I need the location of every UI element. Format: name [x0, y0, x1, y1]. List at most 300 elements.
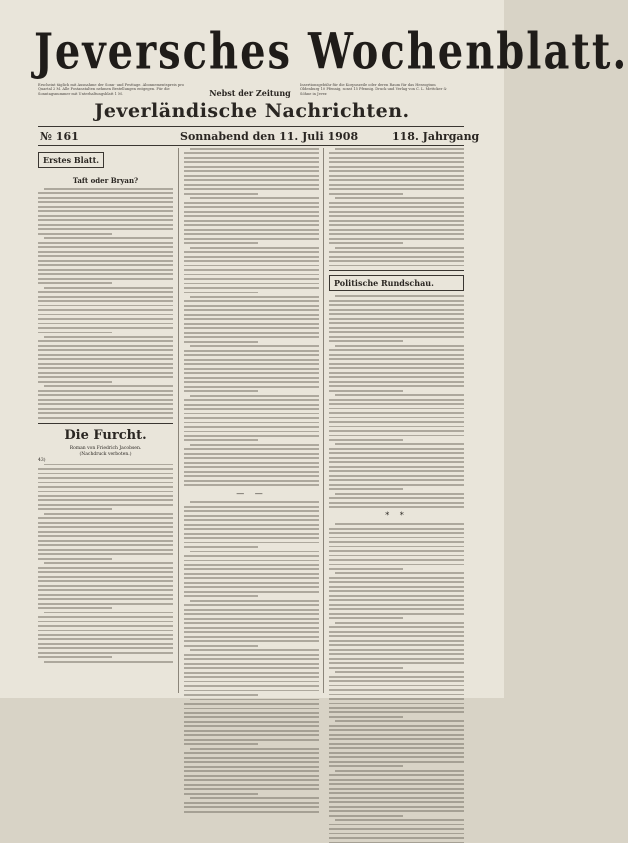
text-line: [38, 246, 173, 248]
text-line: [38, 376, 173, 378]
text-line: [329, 349, 464, 351]
text-line: [329, 461, 464, 463]
text-line: [329, 229, 464, 231]
text-line: [38, 314, 173, 316]
text-line: [329, 559, 464, 561]
text-line: [329, 555, 464, 557]
text-line: [38, 656, 112, 658]
text-line: [184, 645, 258, 647]
text-line: [329, 403, 464, 405]
text-line: [329, 439, 403, 441]
column-separator: [323, 148, 324, 693]
text-line: [184, 694, 258, 696]
text-line: [38, 242, 173, 244]
text-line: [184, 528, 319, 530]
text-line: [38, 192, 173, 194]
text-line: [184, 537, 319, 539]
text-line: [184, 206, 319, 208]
text-line: [184, 761, 319, 763]
text-line: [329, 649, 464, 651]
text-line: [184, 448, 319, 450]
text-line: [329, 157, 464, 159]
text-line: [329, 729, 464, 731]
text-line: [184, 734, 319, 736]
text-line: [38, 354, 173, 356]
text-line: [38, 390, 173, 392]
column-1: [38, 148, 173, 698]
divider: [38, 423, 173, 424]
text-line: [38, 630, 173, 632]
text-line: [38, 486, 173, 488]
text-line: [335, 443, 464, 445]
text-line: [329, 170, 464, 172]
text-line: [184, 721, 319, 723]
text-line: [329, 644, 464, 646]
text-line: [38, 269, 173, 271]
text-line: [184, 305, 319, 307]
text-line: [329, 626, 464, 628]
text-line: [184, 314, 319, 316]
text-line: [38, 540, 173, 542]
text-line: [184, 471, 319, 473]
text-line: [184, 743, 258, 745]
text-line: [184, 390, 258, 392]
text-line: [329, 806, 464, 808]
text-line: [329, 202, 464, 204]
text-line: [38, 403, 173, 405]
text-line: [329, 484, 464, 486]
text-line: [329, 640, 464, 642]
text-line: [184, 422, 319, 424]
text-line: [329, 568, 403, 570]
text-line: [329, 550, 464, 552]
text-line: [38, 228, 173, 230]
text-line: [184, 811, 319, 813]
text-line: [329, 828, 464, 830]
text-line: [38, 273, 173, 275]
text-line: [329, 175, 464, 177]
text-line: [329, 788, 464, 790]
section-box-politische-rundschau: Politische Rundschau.: [329, 275, 464, 291]
text-line: [184, 730, 319, 732]
text-line: [38, 340, 173, 342]
text-line: [190, 345, 319, 347]
article-body: [38, 188, 173, 419]
text-line: [329, 756, 464, 758]
text-line: [184, 377, 319, 379]
text-line: [38, 594, 173, 596]
text-line: [329, 152, 464, 154]
text-line: [44, 562, 173, 564]
text-line: [184, 542, 319, 544]
text-line: [184, 757, 319, 759]
dinkus: — —: [236, 489, 267, 499]
text-line: [329, 734, 464, 736]
text-line: [38, 291, 173, 293]
text-line: [38, 372, 173, 374]
text-line: [190, 699, 319, 701]
text-line: [38, 327, 173, 329]
text-line: [184, 157, 319, 159]
text-line: [184, 618, 319, 620]
text-line: [38, 363, 173, 365]
text-line: [329, 743, 464, 745]
text-line: [184, 220, 319, 222]
text-line: [329, 242, 403, 244]
text-line: [184, 712, 319, 714]
text-line: [184, 354, 319, 356]
text-line: [184, 341, 258, 343]
text-line: [335, 720, 464, 722]
text-line: [38, 625, 173, 627]
text-line: [184, 604, 319, 606]
text-line: [329, 779, 464, 781]
text-line: [329, 761, 464, 763]
text-line: [329, 595, 464, 597]
text-line: [38, 549, 173, 551]
dinkus: * *: [385, 511, 408, 521]
text-line: [184, 770, 319, 772]
text-line: [190, 797, 319, 799]
article-body: [329, 523, 464, 843]
text-line: [329, 327, 464, 329]
text-line: [329, 617, 403, 619]
column-2: [184, 148, 319, 698]
article-body: [184, 148, 319, 486]
text-line: [184, 211, 319, 213]
text-line: [38, 580, 173, 582]
text-line: [329, 502, 464, 504]
text-line: [184, 327, 319, 329]
text-line: [38, 477, 173, 479]
text-line: [184, 475, 319, 477]
text-line: [38, 585, 173, 587]
text-line: [184, 256, 319, 258]
text-line: [190, 551, 319, 553]
text-line: [184, 215, 319, 217]
text-line: [184, 457, 319, 459]
text-line: [38, 345, 173, 347]
text-line: [38, 381, 112, 383]
text-line: [38, 603, 173, 605]
text-line: [38, 589, 173, 591]
text-line: [184, 640, 319, 642]
text-line: [184, 166, 319, 168]
text-line: [184, 739, 319, 741]
text-line: [38, 224, 173, 226]
text-line: [38, 309, 173, 311]
text-line: [184, 350, 319, 352]
column-separator: [178, 148, 179, 693]
text-line: [38, 215, 173, 217]
text-line: [329, 448, 464, 450]
text-line: [184, 577, 319, 579]
text-line: [329, 260, 464, 262]
text-line: [335, 148, 464, 150]
article-body: [329, 148, 464, 266]
text-line: [38, 210, 173, 212]
text-line: [184, 193, 258, 195]
serial-author: Roman von Friedrich Jacobsen.: [69, 445, 142, 451]
text-line: [329, 590, 464, 592]
text-line: [329, 358, 464, 360]
text-line: [329, 703, 464, 705]
text-line: [184, 332, 319, 334]
text-line: [38, 358, 173, 360]
text-line: [184, 573, 319, 575]
text-line: [329, 340, 403, 342]
text-line: [329, 381, 464, 383]
text-line: [184, 609, 319, 611]
text-line: [38, 531, 173, 533]
text-line: [329, 193, 403, 195]
text-line: [329, 354, 464, 356]
text-line: [329, 304, 464, 306]
text-line: [38, 305, 173, 307]
text-line: [329, 251, 464, 253]
text-line: [184, 775, 319, 777]
text-line: [329, 801, 464, 803]
text-line: [184, 560, 319, 562]
text-line: [184, 283, 319, 285]
text-line: [38, 264, 173, 266]
text-line: [184, 233, 319, 235]
text-line: [184, 627, 319, 629]
text-line: [184, 506, 319, 508]
text-line: [38, 219, 173, 221]
text-line: [38, 544, 173, 546]
text-line: [184, 752, 319, 754]
text-line: [38, 643, 173, 645]
text-line: [329, 336, 464, 338]
text-line: [184, 238, 319, 240]
text-line: [184, 426, 319, 428]
text-line: [38, 278, 173, 280]
text-line: [329, 537, 464, 539]
text-line: [329, 215, 464, 217]
issue-volume: 118. Jahrgang: [392, 130, 480, 143]
text-line: [38, 282, 112, 284]
text-line: [329, 390, 403, 392]
text-line: [184, 372, 319, 374]
text-line: [184, 453, 319, 455]
text-line: [329, 546, 464, 548]
text-line: [329, 488, 403, 490]
text-line: [329, 313, 464, 315]
text-line: [329, 161, 464, 163]
masthead-info-right: Insertionsgebühr für die Korpuszeile oder deren Raum für das Herzogtum Oldenburg 10 Pfennig, sonst 15 Pfennig. Druck und Verlag von C. L. Mettcker & Söhne in Jever.: [300, 83, 447, 96]
text-line: [38, 251, 173, 253]
text-line: [190, 444, 319, 446]
serial-title: Die Furcht.: [64, 427, 147, 443]
text-line: [38, 621, 173, 623]
text-line: [38, 535, 173, 537]
text-line: [329, 792, 464, 794]
text-line: [329, 707, 464, 709]
text-line: [329, 475, 464, 477]
text-line: [329, 725, 464, 727]
text-line: [184, 595, 258, 597]
text-line: [184, 582, 319, 584]
text-line: [44, 336, 173, 338]
text-line: [38, 300, 173, 302]
text-line: [329, 711, 464, 713]
text-line: [38, 508, 112, 510]
text-line: [184, 793, 258, 795]
text-line: [329, 233, 464, 235]
text-line: [329, 166, 464, 168]
text-line: [184, 779, 319, 781]
text-line: [329, 774, 464, 776]
text-line: [184, 278, 319, 280]
text-line: [184, 170, 319, 172]
masthead-info-left: Erscheint täglich mit Ausnahme der Sonn- und Festtage. Abonnementspreis pro Quartal 2 M. Alle Postanstalten nehmen Bestellungen entgegen. Für die Sonntagsnummer mit Unterhaltungsblatt 1 M.: [38, 83, 185, 96]
text-line: [329, 309, 464, 311]
text-line: [329, 694, 464, 696]
text-line: [329, 322, 464, 324]
text-line: [184, 806, 319, 808]
text-line: [38, 408, 173, 410]
text-line: [184, 251, 319, 253]
text-line: [38, 491, 173, 493]
text-line: [38, 332, 112, 334]
text-line: [184, 784, 319, 786]
text-line: [329, 318, 464, 320]
text-line: [38, 323, 173, 325]
text-line: [184, 408, 319, 410]
text-line: [190, 296, 319, 298]
text-line: [335, 345, 464, 347]
text-line: [38, 197, 173, 199]
text-line: [335, 671, 464, 673]
text-line: [329, 662, 464, 664]
text-line: [329, 224, 464, 226]
text-line: [184, 667, 319, 669]
text-line: [335, 523, 464, 525]
text-line: [184, 381, 319, 383]
text-line: [190, 247, 319, 249]
text-line: [38, 318, 173, 320]
serial-number: 43): [38, 457, 46, 463]
text-line: [184, 323, 319, 325]
text-line: [184, 229, 319, 231]
text-line: [184, 363, 319, 365]
text-line: [38, 296, 173, 298]
text-line: [184, 622, 319, 624]
text-line: [38, 652, 173, 654]
text-line: [38, 558, 112, 560]
text-line: [184, 318, 319, 320]
text-line: [184, 524, 319, 526]
text-line: [38, 638, 173, 640]
text-line: [184, 546, 258, 548]
text-line: [184, 274, 319, 276]
text-line: [329, 685, 464, 687]
text-line: [329, 752, 464, 754]
text-line: [329, 680, 464, 682]
text-line: [329, 506, 464, 508]
text-line: [329, 256, 464, 258]
text-line: [190, 600, 319, 602]
text-line: [335, 295, 464, 297]
text-line: [184, 417, 319, 419]
text-line: [184, 439, 258, 441]
text-line: [190, 748, 319, 750]
divider: [329, 270, 464, 271]
text-line: [329, 541, 464, 543]
text-line: [329, 528, 464, 530]
text-line: [38, 607, 112, 609]
text-line: [184, 519, 319, 521]
text-line: [38, 260, 173, 262]
text-line: [38, 576, 173, 578]
text-line: [329, 265, 464, 267]
text-line: [184, 591, 319, 593]
text-line: [184, 672, 319, 674]
text-line: [329, 206, 464, 208]
text-line: [329, 421, 464, 423]
text-line: [329, 188, 464, 190]
text-line: [38, 394, 173, 396]
text-line: [329, 783, 464, 785]
text-line: [329, 430, 464, 432]
text-line: [44, 237, 173, 239]
text-line: [184, 766, 319, 768]
text-line: [329, 372, 464, 374]
text-line: [184, 399, 319, 401]
masthead-nebst: Nebst der Zeitung: [209, 88, 291, 98]
text-line: [38, 233, 112, 235]
text-line: [335, 247, 464, 249]
text-line: [329, 331, 464, 333]
text-line: [38, 616, 173, 618]
text-line: [184, 175, 319, 177]
text-line: [184, 161, 319, 163]
text-line: [38, 522, 173, 524]
text-line: [184, 484, 319, 486]
text-line: [329, 300, 464, 302]
dateline-rule-top: [38, 126, 464, 127]
text-line: [184, 202, 319, 204]
text-line: [184, 480, 319, 482]
text-line: [44, 385, 173, 387]
text-line: [329, 599, 464, 601]
text-line: [38, 399, 173, 401]
text-line: [329, 363, 464, 365]
text-line: [38, 526, 173, 528]
text-line: [329, 581, 464, 583]
text-line: [184, 179, 319, 181]
issue-number: № 161: [40, 130, 79, 143]
text-line: [329, 399, 464, 401]
text-line: [38, 482, 173, 484]
text-line: [329, 604, 464, 606]
text-line: [329, 797, 464, 799]
text-line: [329, 220, 464, 222]
text-line: [184, 404, 319, 406]
text-line: [38, 349, 173, 351]
text-line: [329, 470, 464, 472]
text-line: [329, 417, 464, 419]
text-line: [329, 833, 464, 835]
text-line: [184, 152, 319, 154]
text-line: [329, 184, 464, 186]
text-line: [190, 197, 319, 199]
text-line: [335, 197, 464, 199]
text-line: [38, 553, 173, 555]
text-line: [184, 510, 319, 512]
text-line: [184, 658, 319, 660]
